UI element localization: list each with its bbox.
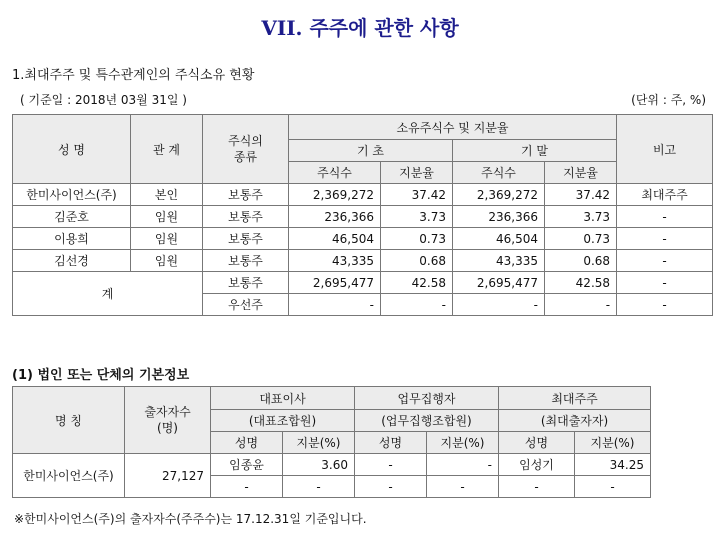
header-ratio-start: 지분율 (381, 162, 453, 184)
cell-type: 보통주 (203, 250, 289, 272)
table-row (13, 206, 713, 228)
table-row (13, 454, 651, 476)
header-period-end: 기 말 (453, 140, 617, 162)
cell-remark: - (617, 206, 713, 228)
cell-rep-stake: 3.60 (283, 454, 355, 476)
cell-remark: - (617, 250, 713, 272)
table-row (13, 250, 713, 272)
header-relation: 관 계 (131, 115, 203, 184)
entity-info-table (12, 386, 651, 498)
cell-rep-name: 임종윤 (211, 454, 283, 476)
cell-ratio-start: 0.73 (381, 228, 453, 250)
cell-exec-name: - (355, 476, 427, 498)
cell-relation: 임원 (131, 250, 203, 272)
total-label: 계 (13, 272, 203, 316)
cell-shares-start: - (289, 294, 381, 316)
header-exec-sub: (업무집행조합원) (355, 410, 499, 432)
header-largest-sub: (최대출자자) (499, 410, 651, 432)
cell-name: 이용희 (13, 228, 131, 250)
cell-relation: 임원 (131, 206, 203, 228)
cell-shares-start: 2,369,272 (289, 184, 381, 206)
cell-type: 우선주 (203, 294, 289, 316)
header-rep: 대표이사 (211, 387, 355, 410)
cell-remark: 최대주주 (617, 184, 713, 206)
cell-ratio-end: 3.73 (545, 206, 617, 228)
header-investors: 출자자수 (명) (125, 387, 211, 454)
cell-exec-name: - (355, 454, 427, 476)
cell-ratio-start: 42.58 (381, 272, 453, 294)
cell-relation: 임원 (131, 228, 203, 250)
cell-name: 김선경 (13, 250, 131, 272)
header-period-start: 기 초 (289, 140, 453, 162)
cell-largest-stake: 34.25 (575, 454, 651, 476)
header-remark: 비고 (617, 115, 713, 184)
cell-remark: - (617, 294, 713, 316)
cell-ratio-start: 0.68 (381, 250, 453, 272)
cell-shares-start: 2,695,477 (289, 272, 381, 294)
section1-heading: 1.최대주주 및 특수관계인의 주식소유 현황 (12, 68, 255, 83)
cell-remark: - (617, 228, 713, 250)
cell-type: 보통주 (203, 184, 289, 206)
cell-type: 보통주 (203, 206, 289, 228)
cell-shares-end: 2,369,272 (453, 184, 545, 206)
header-largest: 최대주주 (499, 387, 651, 410)
header-ratio-end: 지분율 (545, 162, 617, 184)
header-stock-type: 주식의 종류 (203, 115, 289, 184)
cell-ratio-start: 37.42 (381, 184, 453, 206)
cell-ratio-start: - (381, 294, 453, 316)
unit-label: (단위 : 주, %) (631, 93, 706, 107)
page-title: VII. 주주에 관한 사항 (261, 16, 459, 40)
cell-entity-name: 한미사이언스(주) (13, 454, 125, 498)
header-shares-start: 주식수 (289, 162, 381, 184)
cell-ratio-end: 42.58 (545, 272, 617, 294)
header-entity-name: 명 칭 (13, 387, 125, 454)
footnote: ※한미사이언스(주)의 출자자수(주주수)는 17.12.31일 기준입니다. (14, 512, 367, 526)
header-exec: 업무집행자 (355, 387, 499, 410)
basis-date: ( 기준일 : 2018년 03월 31일 ) (20, 93, 187, 107)
table-row (13, 184, 713, 206)
cell-shares-end: 46,504 (453, 228, 545, 250)
section2-heading: (1) 법인 또는 단체의 기본정보 (12, 368, 190, 383)
shareholder-table (12, 114, 713, 316)
cell-shares-end: 2,695,477 (453, 272, 545, 294)
cell-shares-start: 46,504 (289, 228, 381, 250)
cell-ratio-end: - (545, 294, 617, 316)
cell-shares-end: - (453, 294, 545, 316)
cell-ratio-end: 37.42 (545, 184, 617, 206)
header-shares-end: 주식수 (453, 162, 545, 184)
cell-largest-name: 임성기 (499, 454, 575, 476)
cell-exec-stake: - (427, 476, 499, 498)
cell-largest-stake: - (575, 476, 651, 498)
cell-ratio-start: 3.73 (381, 206, 453, 228)
cell-shares-end: 236,366 (453, 206, 545, 228)
cell-shares-start: 236,366 (289, 206, 381, 228)
cell-type: 보통주 (203, 228, 289, 250)
cell-rep-stake: - (283, 476, 355, 498)
cell-investors: 27,127 (125, 454, 211, 498)
table-row (13, 228, 713, 250)
cell-ratio-end: 0.68 (545, 250, 617, 272)
header-rep-sub: (대표조합원) (211, 410, 355, 432)
cell-shares-start: 43,335 (289, 250, 381, 272)
cell-remark: - (617, 272, 713, 294)
header-exec-stake: 지분(%) (427, 432, 499, 454)
header-rep-stake: 지분(%) (283, 432, 355, 454)
cell-name: 김준호 (13, 206, 131, 228)
header-name: 성 명 (13, 115, 131, 184)
cell-exec-stake: - (427, 454, 499, 476)
total-row-common (13, 272, 713, 294)
header-largest-stake: 지분(%) (575, 432, 651, 454)
cell-relation: 본인 (131, 184, 203, 206)
cell-name: 한미사이언스(주) (13, 184, 131, 206)
cell-ratio-end: 0.73 (545, 228, 617, 250)
cell-shares-end: 43,335 (453, 250, 545, 272)
cell-rep-name: - (211, 476, 283, 498)
cell-type: 보통주 (203, 272, 289, 294)
header-exec-person: 성명 (355, 432, 427, 454)
header-largest-person: 성명 (499, 432, 575, 454)
header-rep-person: 성명 (211, 432, 283, 454)
header-ownership: 소유주식수 및 지분율 (289, 115, 617, 140)
cell-largest-name: - (499, 476, 575, 498)
